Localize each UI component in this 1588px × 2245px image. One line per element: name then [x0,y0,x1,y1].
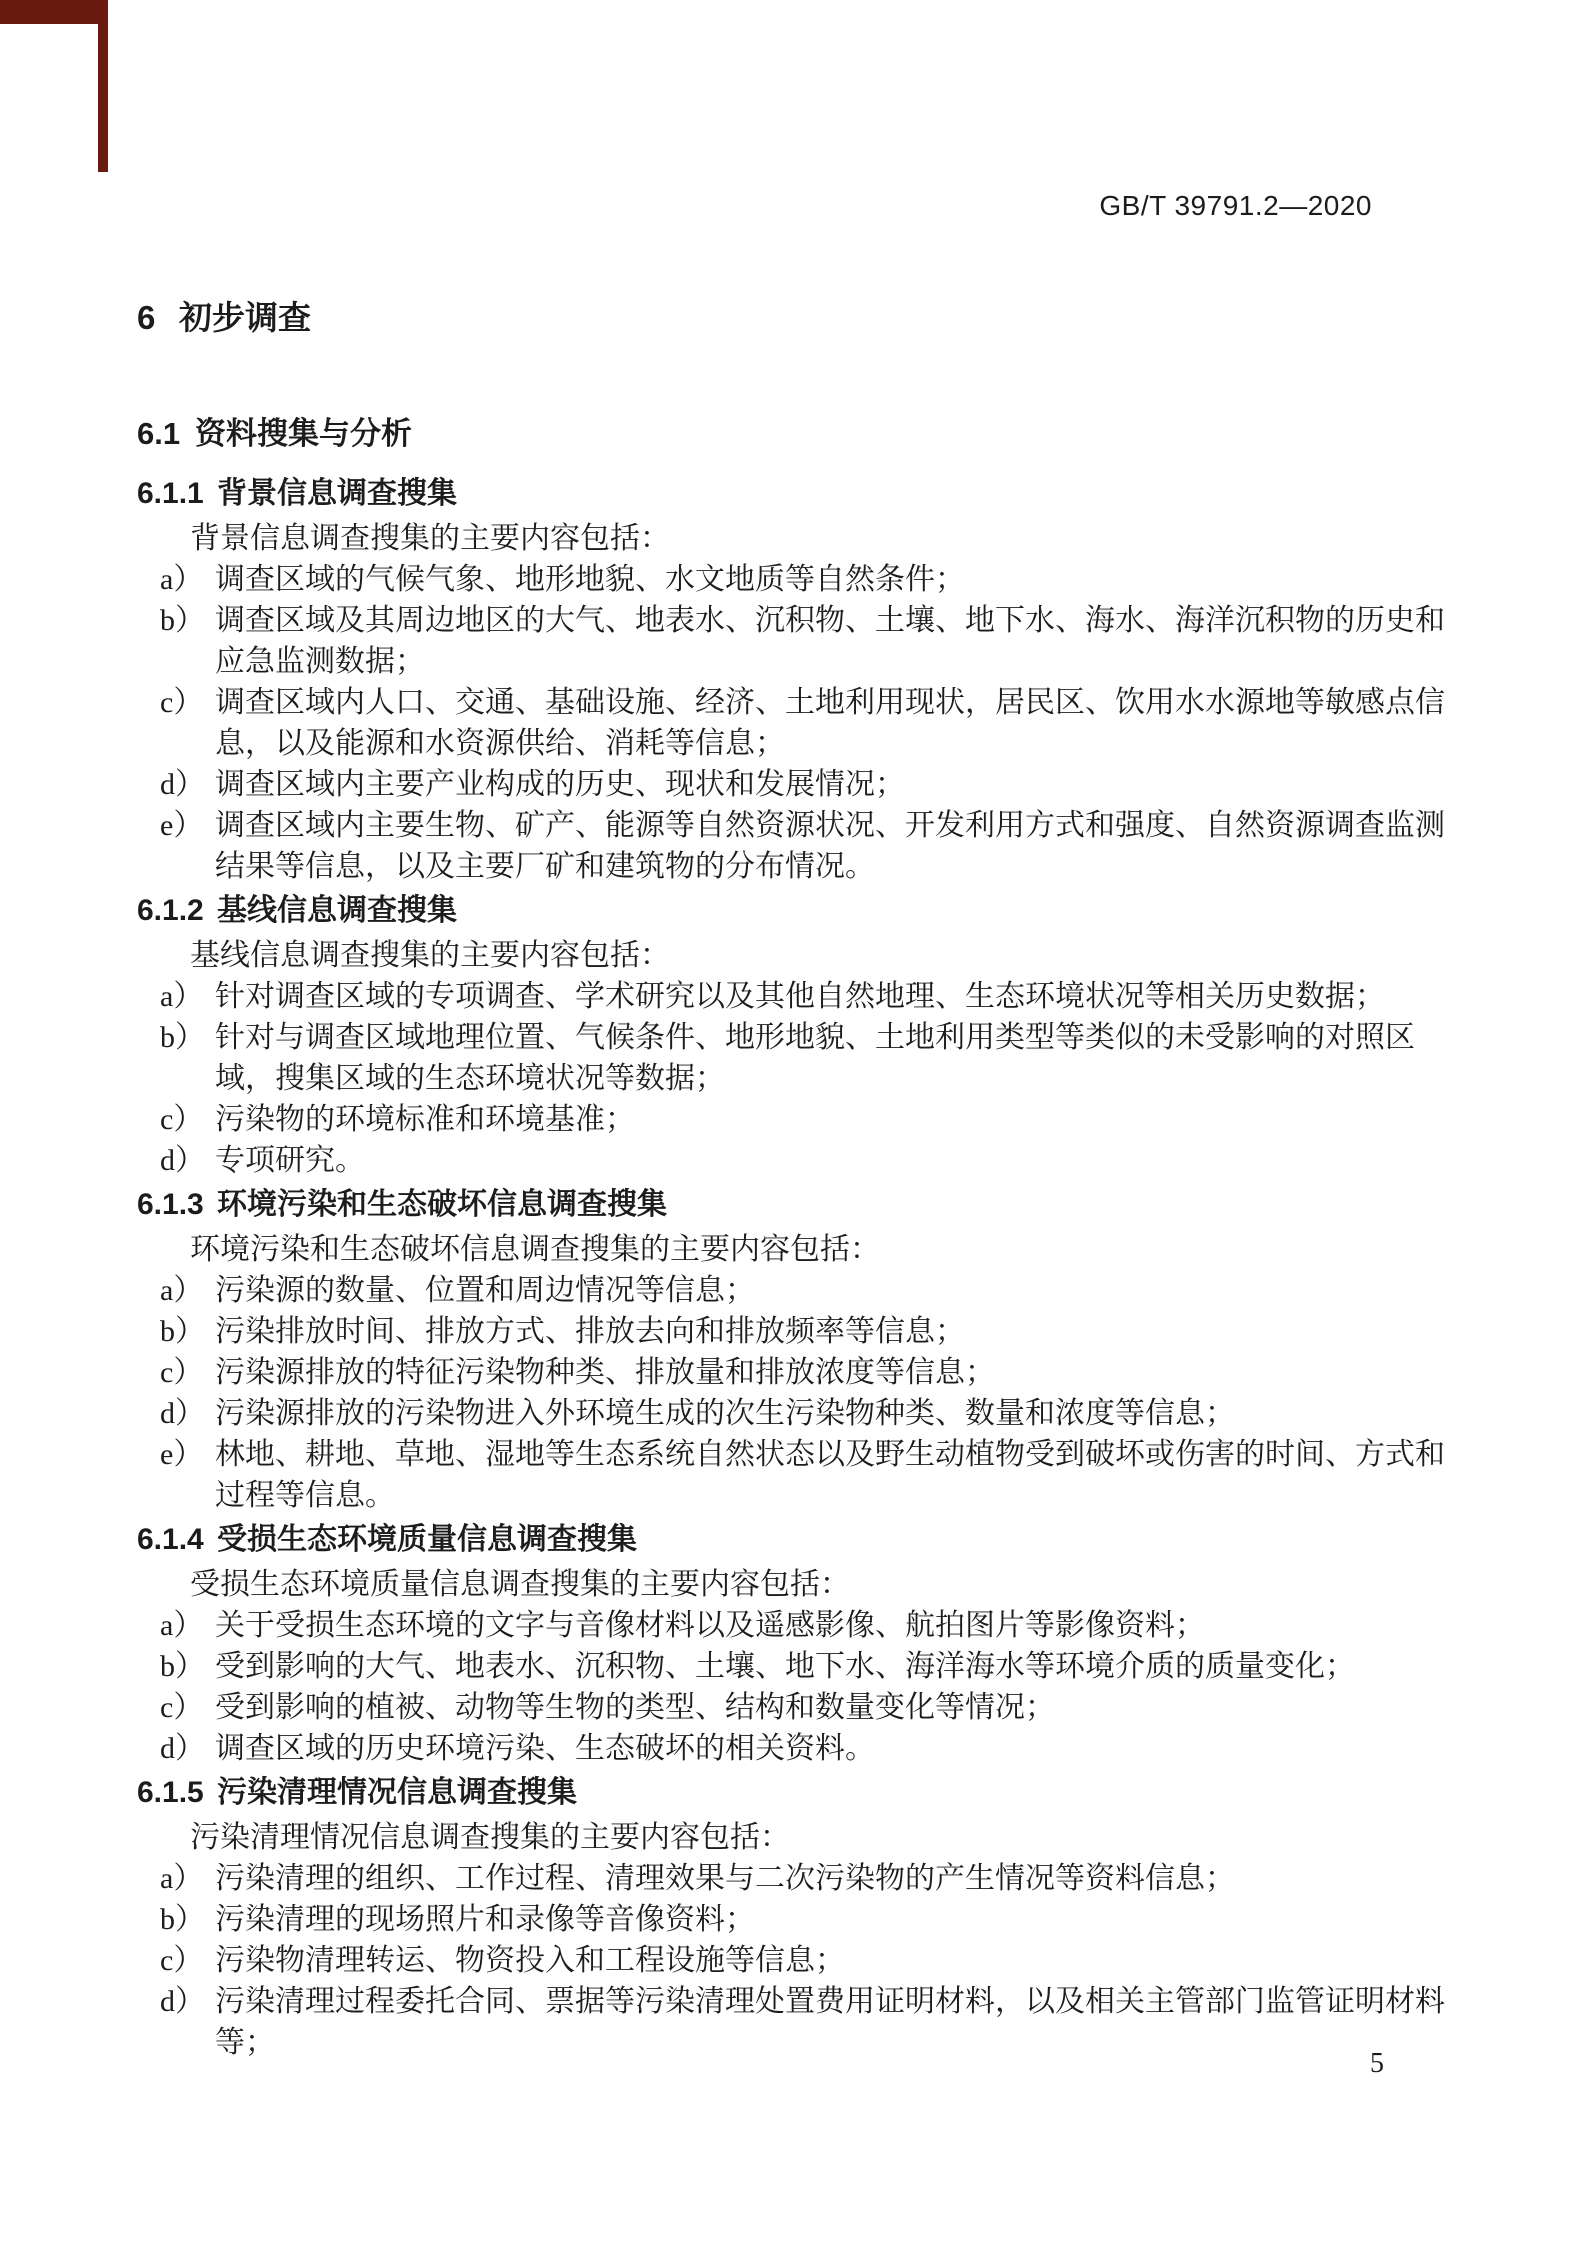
section-heading [137,412,1445,456]
list-item-label: e） [160,1438,204,1471]
list-item [137,1393,1445,1434]
list-item [137,1687,1445,1728]
list-item-label: b） [160,1021,205,1054]
subsection-intro: 污染清理情况信息调查搜集的主要内容包括： [190,1821,790,1854]
subsection-heading-612 [137,889,1445,933]
list-item-label: a） [160,1862,204,1895]
list-item [137,1434,1445,1516]
list-item-text: 受到影响的大气、地表水、沉积物、土壤、地下水、海洋海水等环境介质的质量变化； [215,1650,1355,1683]
subsection-number: 6.1.5 [137,1776,204,1809]
list-item [137,1099,1445,1140]
list-item-text: 污染清理的现场照片和录像等音像资料； [215,1903,755,1936]
list-item-label: d） [160,1144,205,1177]
scan-artifact-top [0,0,104,24]
subsection-heading-614 [137,1518,1445,1562]
list-item-text: 受到影响的植被、动物等生物的类型、结构和数量变化等情况； [215,1691,1055,1724]
subsection-number: 6.1.4 [137,1523,204,1556]
list-item-label: d） [160,1985,205,2018]
list-item-label: c） [160,1944,204,1977]
list-item-text: 调查区域内主要产业构成的历史、现状和发展情况； [215,768,905,801]
list-item-label: e） [160,809,204,842]
list-item-label: b） [160,604,205,637]
list-item [137,1981,1445,2063]
list-item-text: 污染物清理转运、物资投入和工程设施等信息； [215,1944,845,1977]
subsection-intro: 背景信息调查搜集的主要内容包括： [190,522,670,555]
list-item-text: 调查区域的历史环境污染、生态破坏的相关资料。 [215,1732,875,1765]
list-item [137,1140,1445,1181]
list-item [137,976,1445,1017]
list-item [137,559,1445,600]
list-item [137,805,1445,887]
subsection-number: 6.1.1 [137,477,204,510]
section-title: 资料搜集与分析 [195,416,412,451]
list-item-text: 污染源的数量、位置和周边情况等信息； [215,1274,755,1307]
page-number: 5 [1370,2048,1384,2079]
list-item-text: 针对调查区域的专项调查、学术研究以及其他自然地理、生态环境状况等相关历史数据； [215,980,1385,1013]
subsection-title: 污染清理情况信息调查搜集 [217,1776,577,1809]
subsection-heading-613 [137,1183,1445,1227]
list-item-label: a） [160,980,204,1013]
subsection-title: 基线信息调查搜集 [217,894,457,927]
list-item [137,682,1445,764]
list-item-label: b） [160,1650,205,1683]
list-item-label: d） [160,768,205,801]
list-item-label: c） [160,1691,204,1724]
list-item [137,600,1445,682]
list-item-label: d） [160,1397,205,1430]
subsection-intro: 环境污染和生态破坏信息调查搜集的主要内容包括： [190,1233,880,1266]
list-item-text: 关于受损生态环境的文字与音像材料以及遥感影像、航拍图片等影像资料； [215,1609,1205,1642]
list-item-label: c） [160,1356,204,1389]
list-item-label: d） [160,1732,205,1765]
list-item-text: 污染源排放的特征污染物种类、排放量和排放浓度等信息； [215,1356,995,1389]
list-item-text: 调查区域的气候气象、地形地貌、水文地质等自然条件； [215,563,965,596]
chapter-heading [137,296,1445,340]
list-item-label: c） [160,686,204,719]
subsection-number: 6.1.3 [137,1188,204,1221]
content-column [137,296,1445,2063]
list-item [137,1646,1445,1687]
list-item [137,1270,1445,1311]
list-item-text: 调查区域及其周边地区的大气、地表水、沉积物、土壤、地下水、海水、海洋沉积物的历史和应急监测数据； [215,604,1445,678]
list-item-text: 调查区域内人口、交通、基础设施、经济、土地利用现状，居民区、饮用水水源地等敏感点信息，以及能源和水资源供给、消耗等信息； [215,686,1445,760]
scan-artifact-side [98,0,108,172]
list-item [137,1605,1445,1646]
list-item [137,1017,1445,1099]
list-item-label: a） [160,1609,204,1642]
list-item-text: 专项研究。 [215,1144,365,1177]
subsection-intro: 受损生态环境质量信息调查搜集的主要内容包括： [190,1568,850,1601]
list-item-text: 调查区域内主要生物、矿产、能源等自然资源状况、开发利用方式和强度、自然资源调查监测结果等信息，以及主要厂矿和建筑物的分布情况。 [215,809,1445,883]
list-item-text: 污染源排放的污染物进入外环境生成的次生污染物种类、数量和浓度等信息； [215,1397,1235,1430]
list-item-label: a） [160,1274,204,1307]
chapter-title: 初步调查 [179,299,311,336]
list-item-text: 针对与调查区域地理位置、气候条件、地形地貌、土地利用类型等类似的未受影响的对照区域，搜集区域的生态环境状况等数据； [215,1021,1415,1095]
list-item-label: b） [160,1903,205,1936]
subsection-intro: 基线信息调查搜集的主要内容包括： [190,939,670,972]
subsection-title: 环境污染和生态破坏信息调查搜集 [217,1188,667,1221]
chapter-number: 6 [137,299,156,336]
list-item-text: 污染物的环境标准和环境基准； [215,1103,635,1136]
list-item [137,764,1445,805]
list-item [137,1352,1445,1393]
list-item-text: 污染排放时间、排放方式、排放去向和排放频率等信息； [215,1315,965,1348]
list-item-label: a） [160,563,204,596]
list-item [137,1728,1445,1769]
list-item-text: 污染清理过程委托合同、票据等污染清理处置费用证明材料，以及相关主管部门监管证明材料等； [215,1985,1445,2059]
standard-number-header: GB/T 39791.2—2020 [1099,190,1372,221]
list-item-text: 污染清理的组织、工作过程、清理效果与二次污染物的产生情况等资料信息； [215,1862,1235,1895]
subsection-number: 6.1.2 [137,894,204,927]
list-item-label: b） [160,1315,205,1348]
section-number: 6.1 [137,416,181,451]
list-item-text: 林地、耕地、草地、湿地等生态系统自然状态以及野生动植物受到破坏或伤害的时间、方式和过程等信息。 [215,1438,1445,1512]
list-item-label: c） [160,1103,204,1136]
subsection-title: 受损生态环境质量信息调查搜集 [217,1523,637,1556]
list-item [137,1899,1445,1940]
subsection-heading-611 [137,472,1445,516]
subsection-heading-615 [137,1771,1445,1815]
list-item [137,1311,1445,1352]
list-item [137,1858,1445,1899]
list-item [137,1940,1445,1981]
subsection-title: 背景信息调查搜集 [217,477,457,510]
